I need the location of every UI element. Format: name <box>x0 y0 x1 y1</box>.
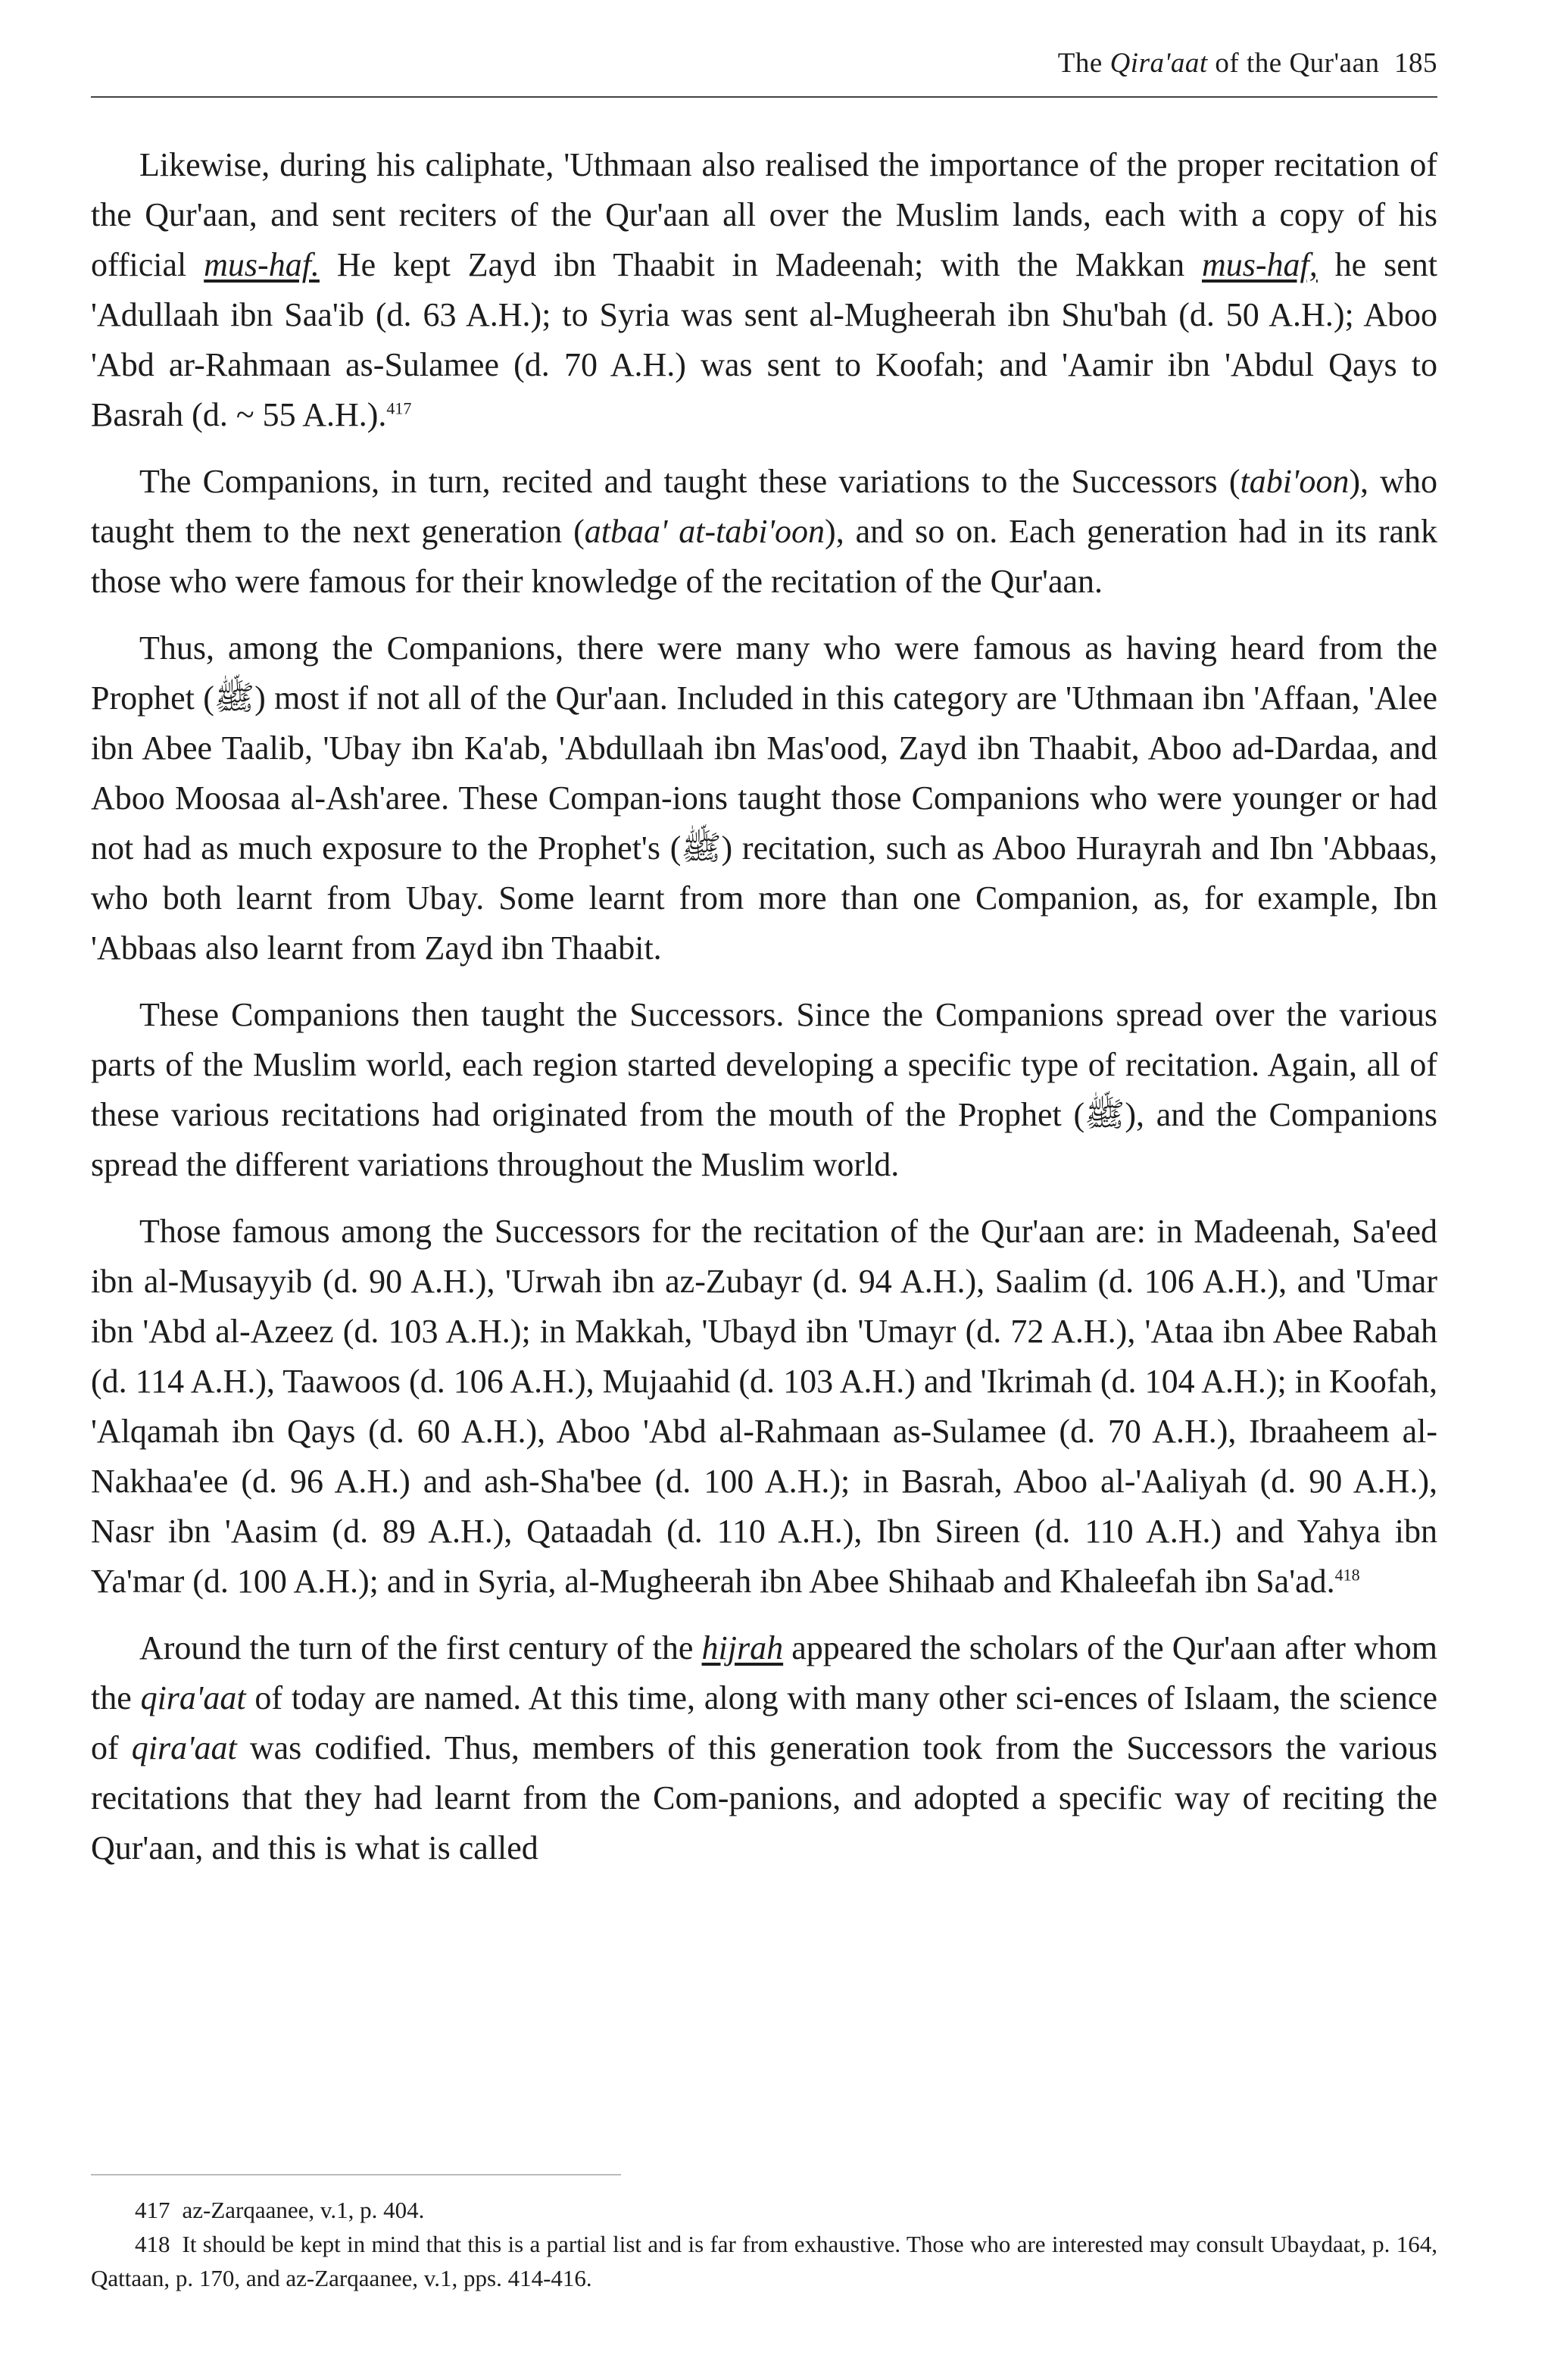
paragraph-5 <box>91 1207 1437 1607</box>
footnotes <box>91 2193 1437 2295</box>
footnote-text: az-Zarqaanee, v.1, p. 404. <box>182 2197 425 2223</box>
p6-text-f: qira'aat <box>131 1729 237 1766</box>
paragraph-1 <box>91 140 1437 440</box>
paragraph-6 <box>91 1623 1437 1873</box>
paragraph-3: Thus, among the Companions, there were many who were famous as having heard from the Prophet (ﷺ) most if not all of the Qur'aan. Included in this category are 'Uthmaan ibn 'Affaan, 'Alee ibn Abee Taalib, 'Ubay ibn Ka'ab, 'Abdullaah ibn Mas'ood, Zayd ibn Thaabit, Aboo ad-Dardaa, and Aboo Moosaa al-Ash'aree. These Compan-ions taught those Companions who were younger or had not had as much exposure to the Prophet's (ﷺ) recitation, such as Aboo Hurayrah and Ibn 'Abbaas, who both learnt from Ubay. Some learnt from more than one Companion, as, for example, Ibn 'Abbaas also learnt from Zayd ibn Thaabit. <box>91 629 1437 967</box>
running-header <box>91 47 1437 80</box>
footnote-number: 417 <box>135 2197 170 2223</box>
p5-text-a: Those famous among the Successors for the recitation of the Qur'aan are: in Madeenah, Sa'eed ibn al-Musayyib (d. 90 A.H.), 'Urwah ibn az-Zubayr (d. 94 A.H.), Saalim (d. 106 A.H.), and 'Umar ibn 'Abd al-Azeez (d. 103 A.H.); in Makkah, 'Ubayd ibn 'Umayr (d. 72 A.H.), 'Ataa ibn Abee Rabah (d. 114 A.H.), Taawoos (d. 106 A.H.), Mujaahid (d. 103 A.H.) and 'Ikrimah (d. 104 A.H.); in Koofah, 'Alqamah ibn Qays (d. 60 A.H.), Aboo 'Abd al-Rahmaan as-Sulamee (d. 70 A.H.), Ibraaheem al-Nakhaa'ee (d. 96 A.H.) and ash-Sha'bee (d. 100 A.H.); in Basrah, Aboo al-'Aaliyah (d. 90 A.H.), Nasr ibn 'Aasim (d. 89 A.H.), Qataadah (d. 110 A.H.), Ibn Sireen (d. 110 A.H.) and Yahya ibn Ya'mar (d. 100 A.H.); and in Syria, al-Mugheerah ibn Abee Shihaab and Khaleefah ibn Sa'ad. <box>91 1213 1437 1600</box>
p6-text-b: hijrah <box>701 1629 784 1666</box>
footnote-divider <box>91 2174 621 2175</box>
header-title-pre: The <box>1057 48 1110 79</box>
p6-text-a: Around the turn of the first century of the <box>139 1629 702 1666</box>
header-title-italic: Qira'aat <box>1109 48 1208 79</box>
p2-text-d: atbaa' at-tabi'oon <box>584 513 825 550</box>
page-number: 185 <box>1394 48 1437 79</box>
p6-text-d: qira'aat <box>140 1679 246 1716</box>
header-divider <box>91 96 1437 98</box>
p6-text-c: appeared the scholars of the Qur'aan after whom the <box>91 1629 1437 1716</box>
p6-text-e: of today are named. At this time, along with many other sci-ences of Islaam, the science of <box>91 1679 1437 1766</box>
p1-text-b: mus-haf. <box>204 246 320 283</box>
footnote-text: It should be kept in mind that this is a partial list and is far from exhaustive. Those who are interested may consult Ubaydaat, p. 164, Qattaan, p. 170, and az-Zarqaanee, v.1, pps. 414-416. <box>91 2231 1437 2291</box>
paragraph-4: These Companions then taught the Successors. Since the Companions spread over the various parts of the Muslim world, each region started developing a specific type of recitation. Again, all of these various recitations had originated from the mouth of the Prophet (ﷺ), and the Companions spread the different variations throughout the Muslim world. <box>91 996 1437 1183</box>
p1-text-c: He kept Zayd ibn Thaabit in Madeenah; with the Makkan <box>319 246 1202 283</box>
p1-text-a: Likewise, during his caliphate, 'Uthmaan also realised the importance of the proper recitation of the Qur'aan, and sent reciters of the Qur'aan all over the Muslim lands, each with a copy of his official <box>91 146 1437 283</box>
p2-text-e: ), and so on. Each generation had in its rank those who were famous for their knowledge of the recitation of the Qur'aan. <box>91 513 1438 600</box>
footnote-417 <box>91 2193 1437 2227</box>
body-text <box>91 140 1437 1890</box>
p2-text-c: ), who taught them to the next generation ( <box>91 463 1437 550</box>
header-title-post: of the Qur'aan <box>1207 48 1380 79</box>
p6-text-g: was codified. Thus, members of this generation took from the Successors the various recitations that they had learnt from the Com-panions, and adopted a specific way of reciting the Qur'aan, and this is what is called <box>91 1729 1437 1866</box>
footnote-ref-417: 417 <box>386 398 412 418</box>
footnote-418 <box>91 2227 1437 2295</box>
footnote-ref-418: 418 <box>1334 1565 1360 1585</box>
p1-text-d: mus-haf, <box>1202 246 1318 283</box>
footnote-number: 418 <box>135 2231 170 2257</box>
p2-text-b: tabi'oon <box>1240 463 1350 500</box>
p1-text-e: he sent 'Adullaah ibn Saa'ib (d. 63 A.H.); to Syria was sent al-Mugheerah ibn Shu'bah (d. 50 A.H.); Aboo 'Abd ar-Rahmaan as-Sulamee (d. 70 A.H.) was sent to Koofah; and 'Aamir ibn 'Abdul Qays to Basrah (d. ~ 55 A.H.). <box>91 246 1437 433</box>
p2-text-a: The Companions, in turn, recited and taught these variations to the Successors ( <box>139 463 1240 500</box>
paragraph-2 <box>91 457 1437 607</box>
